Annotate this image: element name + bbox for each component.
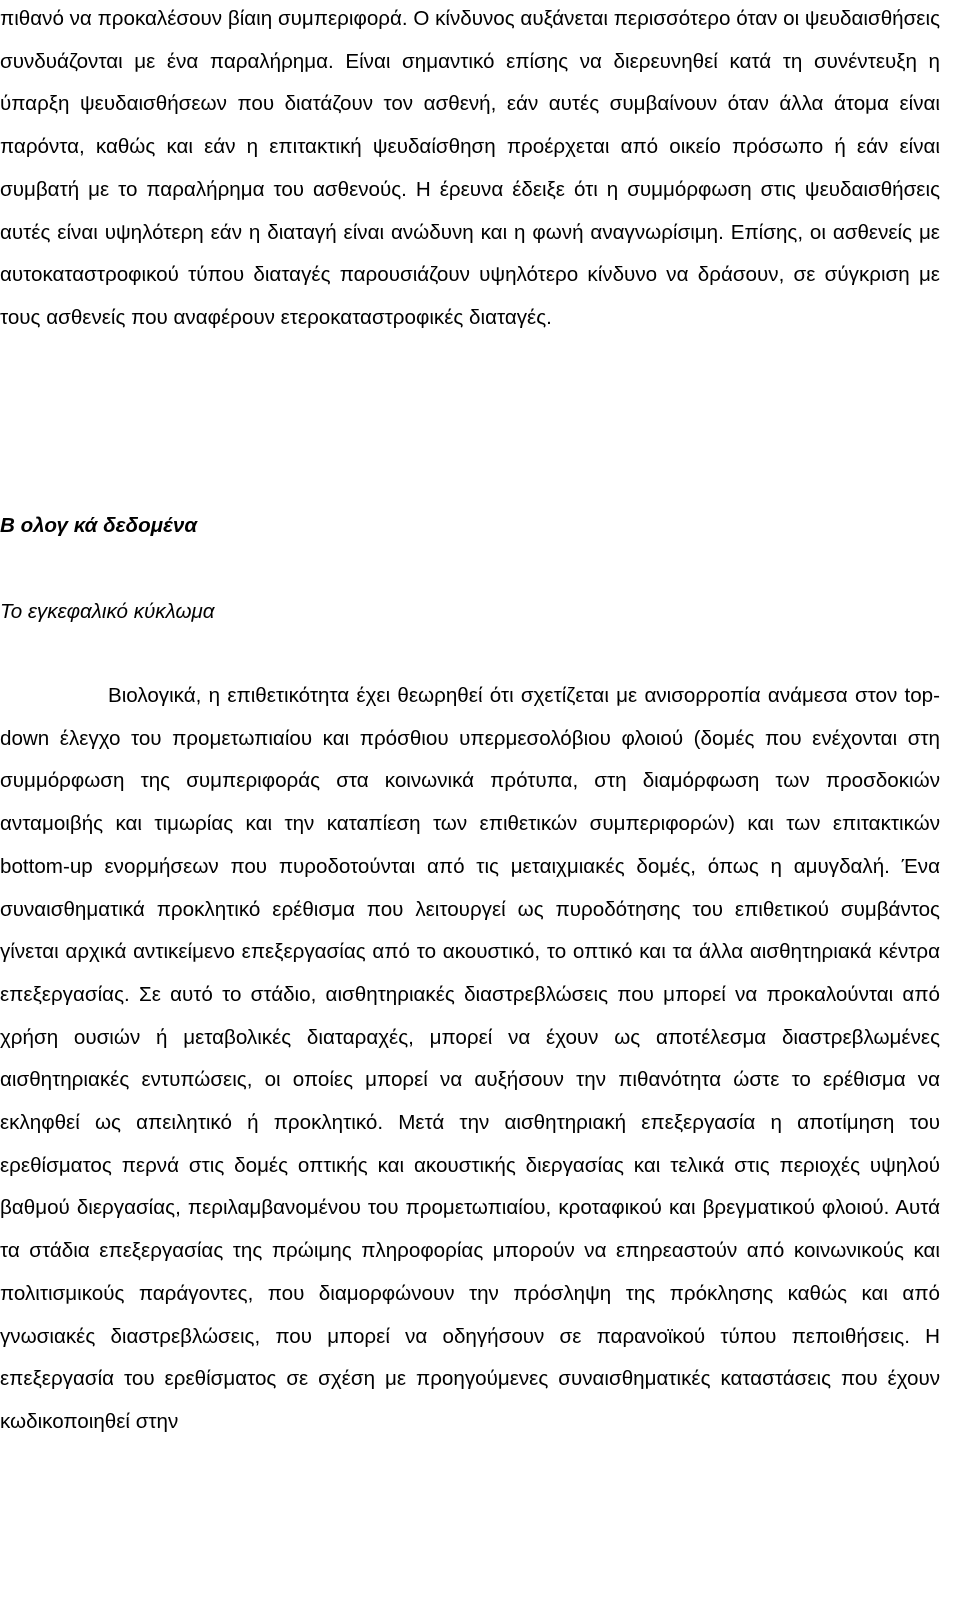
paragraph-biology: Βιολογικά, η επιθετικότητα έχει θεωρηθεί ότι σχετίζεται με ανισορροπία ανάμεσα στον top-down έλεγχο του προμετωπιαίου και πρόσθιου υπερμεσολόβιου φλοιού (δομές που ενέχονται στη συμμόρφωση της συμπεριφοράς στα κοινωνικά πρότυπα, στη διαμόρφωση των προσδοκιών ανταμοιβής και τιμωρίας και την καταπίεση των επιθετικών συμπεριφορών) και των επιτακτικών bottom-up ενορμήσεων που πυροδοτούνται από τις μεταιχμιακές δομές, όπως η αμυγδαλή. Ένα συναισθηματικά προκλητικό ερέθισμα που λειτουργεί ως πυροδότησης του επιθετικού συμβάντος γίνεται αρχικά αντικείμενο επεξεργασίας από το ακουστικό, το οπτικό και τα άλλα αισθητηριακά κέντρα επεξεργασίας. Σε αυτό το στάδιο, αισθητηριακές διαστρεβλώσεις που μπορεί να προκαλούνται από χρήση ουσιών ή μεταβολικές διαταραχές, μπορεί να έχουν ως αποτέλεσμα διαστρεβλωμένες αισθητηριακές εντυπώσεις, οι οποίες μπορεί να αυξήσουν την πιθανότητα ώστε το ερέθισμα να εκληφθεί ως απειλητικό ή προκλητικό. Μετά την αισθητηριακή επεξεργασία η αποτίμηση του ερεθίσματος περνά στις δομές οπτικής και ακουστικής διεργασίας και τελικά στις περιοχές υψηλού βαθμού διεργασίας, περιλαμβανομένου του προμετωπιαίου, κροταφικού και βρεγματικού φλοιού. Αυτά τα στάδια επεξεργασίας της πρώιμης πληροφορίας μπορούν να επηρεαστούν από κοινωνικούς και πολιτισμικούς παράγοντες, που διαμορφώνουν την πρόσληψη της πρόκλησης καθώς και από γνωσιακές διαστρεβλώσεις, που μπορεί να οδηγήσουν σε παρανοϊκού τύπου πεποιθήσεις. Η επεξεργασία του ερεθίσματος σε σχέση με προηγούμενες συναισθηματικές καταστάσεις που έχουν κωδικοποιηθεί στην [0,684,940,1433]
subsection-heading: Το εγκεφαλικό κύκλωμα [0,600,215,623]
paragraph-hallucinations: πιθανό να προκαλέσουν βίαιη συμπεριφορά. Ο κίνδυνος αυξάνεται περισσότερο όταν οι ψευδαισθήσεις συνδυάζονται με ένα παραλήρημα. Είναι σημαντικό επίσης να διερευνηθεί κατά τη συνέντευξη η ύπαρξη ψευδαισθήσεων που διατάζουν τον ασθενή, εάν αυτές συμβαίνουν όταν άλλα άτομα είναι παρόντα, καθώς και εάν η επιτακτική ψευδαίσθηση προέρχεται από οικείο πρόσωπο ή εάν είναι συμβατή με το παραλήρημα του ασθενούς. Η έρευνα έδειξε ότι η συμμόρφωση στις ψευδαισθήσεις αυτές είναι υψηλότερη εάν η διαταγή είναι ανώδυνη και η φωνή αναγνωρίσιμη. Επίσης, οι ασθενείς με αυτοκαταστροφικού τύπου διαταγές παρουσιάζουν υψηλότερο κίνδυνο να δράσουν, σε σύγκριση με τους ασθενείς που αναφέρουν ετεροκαταστροφικές διαταγές. [0,7,940,329]
section-heading: Β ολογ κά δεδομένα [0,514,198,537]
